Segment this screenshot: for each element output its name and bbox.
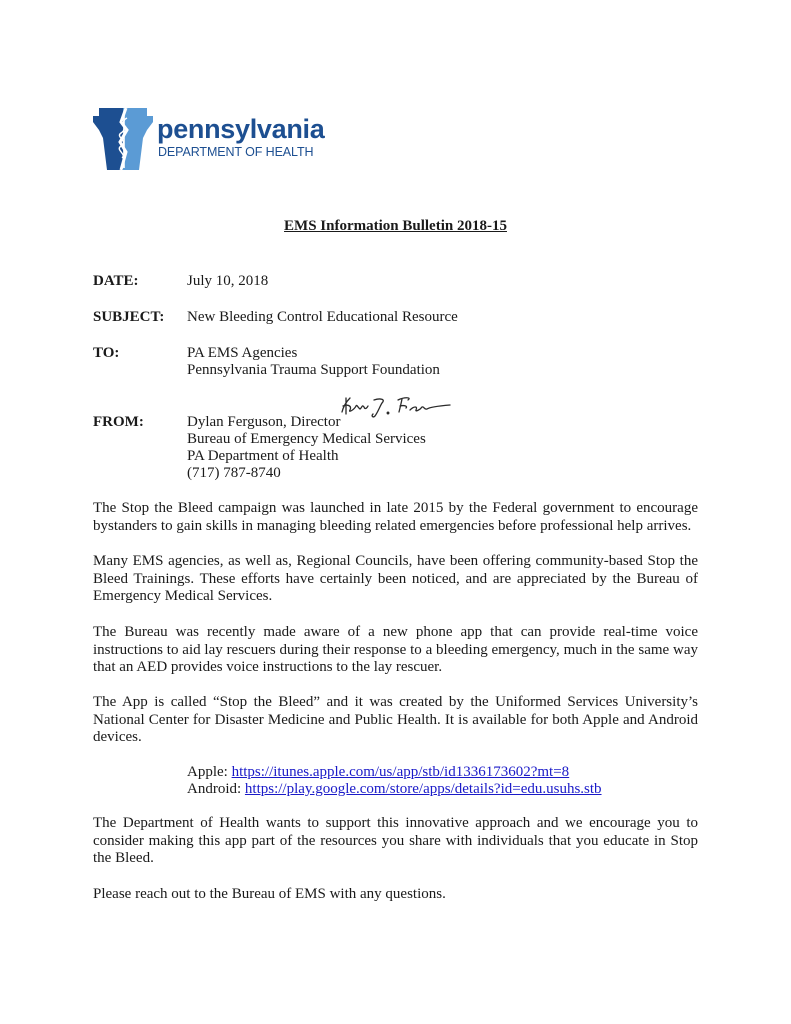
from-line: Bureau of Emergency Medical Services — [187, 431, 426, 447]
apple-link-label: Apple: — [187, 764, 232, 780]
from-line: Dylan Ferguson, Director — [187, 414, 341, 430]
body-paragraph: The Bureau was recently made aware of a new phone app that can provide real-time voice instructions to aid lay rescuers during their response to a bleeding emergency, much in the same way that an AED provides voice instructions to the lay rescuer. — [93, 624, 698, 675]
subject-label: SUBJECT: — [93, 309, 165, 325]
to-line: Pennsylvania Trauma Support Foundation — [187, 362, 440, 378]
letterhead-logo — [93, 108, 333, 170]
android-app-link[interactable]: https://play.google.com/store/apps/details?id=edu.usuhs.stb — [244, 781, 602, 797]
from-line: (717) 787-8740 — [187, 465, 281, 481]
body-paragraph: The Stop the Bleed campaign was launched in late 2015 by the Federal government to encourage bystanders to gain skills in managing bleeding related emergencies before professional help arrives. — [93, 500, 698, 534]
body-paragraph: Please reach out to the Bureau of EMS with any questions. — [93, 886, 446, 902]
body-paragraph: Many EMS agencies, as well as, Regional Councils, have been offering community-based Stop the Bleed Trainings. These efforts have certainly been noticed, and are appreciated by the Bureau of Emergency Medical Services. — [93, 553, 698, 604]
from-label: FROM: — [93, 414, 144, 430]
date-label: DATE: — [93, 273, 139, 289]
body-paragraph: The Department of Health wants to support this innovative approach and we encourage you to consider making this app part of the resources you share with individuals that you educate in Stop the Bleed. — [93, 815, 698, 866]
apple-app-link[interactable]: https://itunes.apple.com/us/app/stb/id1336173602?mt=8 — [231, 764, 570, 780]
date-value: July 10, 2018 — [187, 273, 269, 289]
android-link-row — [187, 780, 602, 798]
keystone-logo-icon — [93, 108, 153, 170]
bulletin-title: EMS Information Bulletin 2018-15 — [284, 218, 507, 234]
android-link-label: Android: — [187, 781, 245, 797]
from-line: PA Department of Health — [187, 448, 339, 464]
apple-link-row — [187, 763, 569, 781]
subject-value: New Bleeding Control Educational Resource — [187, 309, 458, 325]
to-line: PA EMS Agencies — [187, 345, 298, 361]
signature-image — [338, 394, 453, 420]
to-label: TO: — [93, 345, 120, 361]
logo-subtitle: DEPARTMENT OF HEALTH — [158, 145, 314, 159]
body-paragraph: The App is called “Stop the Bleed” and it was created by the Uniformed Services University’s National Center for Disaster Medicine and Public Health. It is available for both Apple and Android devices. — [93, 694, 698, 745]
logo-wordmark: pennsylvania — [157, 114, 325, 144]
